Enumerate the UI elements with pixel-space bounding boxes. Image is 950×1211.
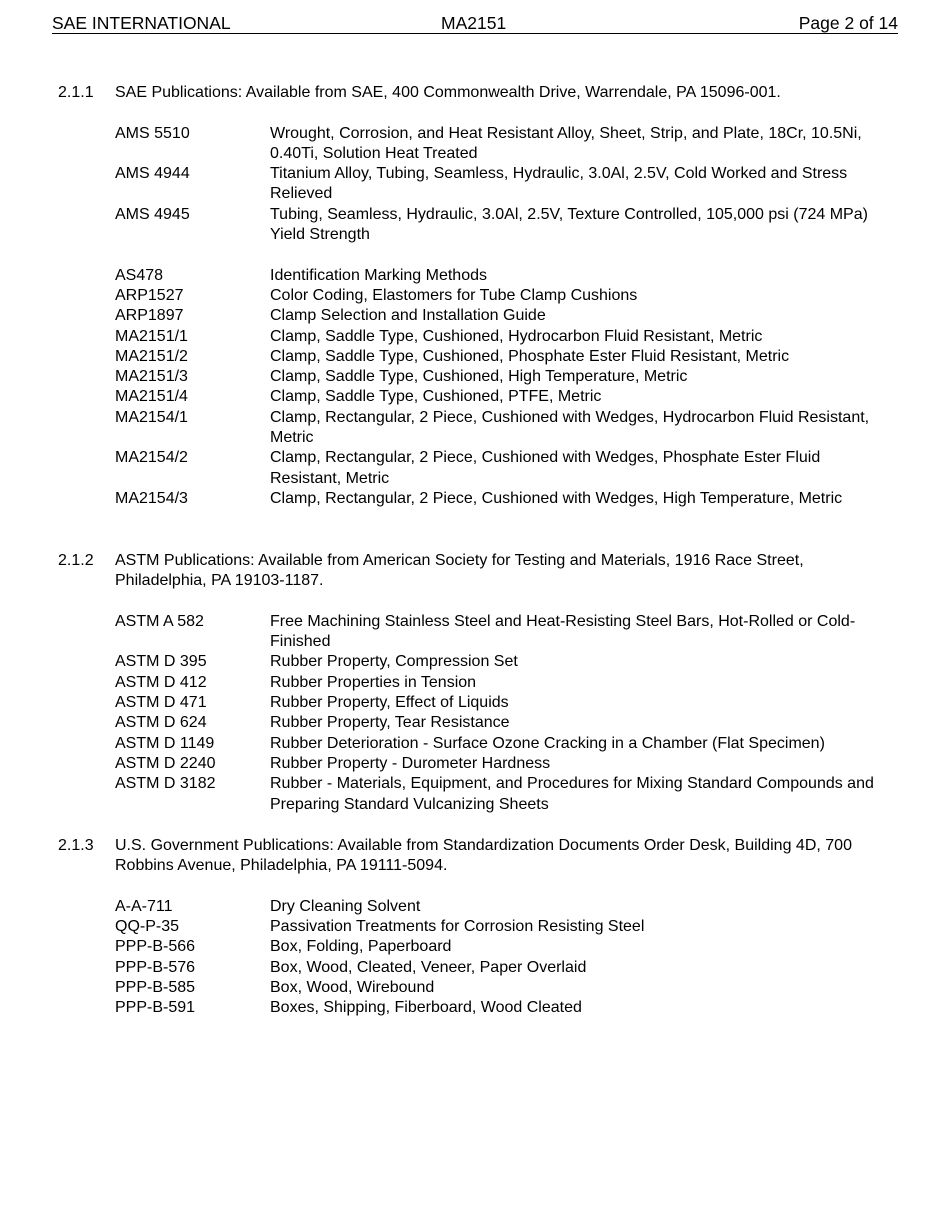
section-number: 2.1.2 — [58, 552, 94, 569]
reference-code: MA2151/4 — [115, 388, 188, 406]
reference-item — [115, 713, 880, 733]
reference-item — [115, 612, 880, 653]
reference-item — [115, 734, 910, 754]
reference-item — [115, 652, 880, 672]
reference-list — [115, 897, 878, 1019]
reference-title: Rubber Properties in Tension — [270, 673, 477, 691]
reference-code: PPP-B-591 — [115, 999, 196, 1017]
reference-title: Dry Cleaning Solvent — [270, 897, 421, 915]
reference-title: Clamp, Saddle Type, Cushioned, Hydrocarbon Fluid Resistant, Metric — [270, 327, 763, 345]
header-organization: SAE INTERNATIONAL — [52, 13, 231, 33]
reference-code: ASTM D 412 — [115, 673, 207, 691]
reference-code: ASTM D 1149 — [115, 734, 215, 752]
reference-code: ASTM D 395 — [115, 653, 207, 671]
reference-title: Free Machining Stainless Steel and Heat-Resisting Steel Bars, Hot-Rolled or Cold-Finished — [270, 612, 856, 651]
reference-code: MA2154/2 — [115, 449, 188, 467]
reference-code: MA2154/1 — [115, 408, 188, 426]
reference-code: PPP-B-576 — [115, 958, 196, 976]
reference-code: ARP1527 — [115, 286, 184, 304]
reference-item — [115, 693, 880, 713]
reference-code: AMS 4945 — [115, 205, 190, 223]
reference-title: Clamp, Saddle Type, Cushioned, PTFE, Metric — [270, 388, 602, 406]
reference-code: AS478 — [115, 266, 164, 284]
section-title: U.S. Government Publications: Available from Standardization Documents Order Desk, Building 4D, 700 Robbins Avenue, Philadelphia, PA 19111-5094. — [115, 837, 852, 875]
section-number: 2.1.1 — [58, 84, 94, 101]
reference-item — [115, 408, 880, 449]
reference-code: PPP-B-585 — [115, 979, 196, 997]
reference-title: Rubber Property - Durometer Hardness — [270, 754, 551, 772]
reference-title: Wrought, Corrosion, and Heat Resistant Alloy, Sheet, Strip, and Plate, 18Cr, 10.5Ni, 0.40Ti, Solution Heat Treated — [270, 124, 862, 162]
reference-title: Clamp, Saddle Type, Cushioned, High Temperature, Metric — [270, 368, 688, 386]
section-2-1-2 — [58, 551, 878, 815]
reference-item — [115, 164, 880, 205]
reference-item — [115, 286, 880, 306]
section-title: ASTM Publications: Available from American Society for Testing and Materials, 1916 Race Street, Philadelphia, PA 19103-1187. — [115, 552, 804, 590]
reference-code: ARP1897 — [115, 307, 184, 325]
reference-code: MA2151/1 — [115, 327, 188, 345]
section-number: 2.1.3 — [58, 837, 94, 854]
reference-title: Clamp Selection and Installation Guide — [270, 307, 546, 325]
reference-code: ASTM D 471 — [115, 694, 207, 712]
reference-title: Clamp, Rectangular, 2 Piece, Cushioned with Wedges, Hydrocarbon Fluid Resistant, Metric — [270, 408, 870, 447]
reference-title: Rubber Deterioration - Surface Ozone Cracking in a Chamber (Flat Specimen) — [270, 734, 825, 752]
reference-item — [115, 448, 880, 489]
reference-title: Color Coding, Elastomers for Tube Clamp Cushions — [270, 286, 638, 304]
reference-item — [115, 774, 880, 815]
section-2-1-3 — [58, 836, 878, 1019]
reference-code: MA2151/2 — [115, 347, 188, 365]
reference-title: Tubing, Seamless, Hydraulic, 3.0Al, 2.5V, Texture Controlled, 105,000 psi (724 MPa) Yield Strength — [270, 205, 868, 244]
reference-item — [115, 205, 880, 246]
reference-title: Rubber - Materials, Equipment, and Procedures for Mixing Standard Compounds and Preparing Standard Vulcanizing Sheets — [270, 775, 874, 813]
reference-item — [115, 387, 880, 407]
reference-code: MA2154/3 — [115, 489, 188, 507]
reference-item — [115, 958, 880, 978]
reference-code: MA2151/3 — [115, 368, 188, 386]
reference-item — [115, 998, 880, 1018]
section-2-1-1 — [58, 83, 878, 509]
reference-title: Box, Wood, Cleated, Veneer, Paper Overlaid — [270, 958, 587, 976]
reference-list — [115, 612, 878, 815]
reference-item — [115, 754, 880, 774]
reference-item — [115, 917, 880, 937]
reference-item — [115, 266, 880, 286]
reference-title: Box, Wood, Wirebound — [270, 979, 435, 997]
reference-title: Rubber Property, Tear Resistance — [270, 714, 510, 732]
reference-code: A-A-711 — [115, 897, 173, 915]
reference-item — [115, 673, 880, 693]
reference-title: Boxes, Shipping, Fiberboard, Wood Cleated — [270, 999, 582, 1017]
reference-title: Titanium Alloy, Tubing, Seamless, Hydraulic, 3.0Al, 2.5V, Cold Worked and Stress Relieved — [270, 165, 848, 203]
reference-title: Clamp, Saddle Type, Cushioned, Phosphate Ester Fluid Resistant, Metric — [270, 347, 790, 365]
reference-item — [115, 489, 880, 509]
reference-item — [115, 897, 880, 917]
header-document-number: MA2151 — [441, 13, 507, 33]
reference-code: ASTM D 3182 — [115, 775, 216, 793]
reference-title: Passivation Treatments for Corrosion Resisting Steel — [270, 918, 645, 936]
section-title: SAE Publications: Available from SAE, 400 Commonwealth Drive, Warrendale, PA 15096-001. — [115, 84, 781, 101]
reference-title: Identification Marking Methods — [270, 266, 487, 284]
reference-code: AMS 4944 — [115, 165, 190, 183]
reference-code: ASTM D 624 — [115, 714, 207, 732]
header-page-number: Page 2 of 14 — [798, 13, 898, 33]
reference-title: Rubber Property, Effect of Liquids — [270, 694, 509, 712]
reference-item — [115, 306, 880, 326]
reference-item — [115, 327, 880, 347]
reference-item — [115, 978, 880, 998]
reference-code: ASTM D 2240 — [115, 754, 216, 772]
reference-list — [115, 124, 878, 246]
reference-title: Box, Folding, Paperboard — [270, 938, 452, 956]
reference-title: Clamp, Rectangular, 2 Piece, Cushioned with Wedges, Phosphate Ester Fluid Resistant, Metric — [270, 449, 821, 487]
reference-code: AMS 5510 — [115, 124, 190, 142]
reference-list — [115, 266, 878, 510]
reference-item — [115, 937, 880, 957]
reference-item — [115, 347, 880, 367]
page-header — [52, 13, 898, 34]
reference-code: ASTM A 582 — [115, 612, 204, 630]
reference-item — [115, 124, 880, 165]
reference-item — [115, 367, 880, 387]
reference-code: PPP-B-566 — [115, 938, 196, 956]
reference-title: Clamp, Rectangular, 2 Piece, Cushioned with Wedges, High Temperature, Metric — [270, 489, 843, 507]
reference-title: Rubber Property, Compression Set — [270, 653, 518, 671]
reference-code: QQ-P-35 — [115, 918, 180, 936]
